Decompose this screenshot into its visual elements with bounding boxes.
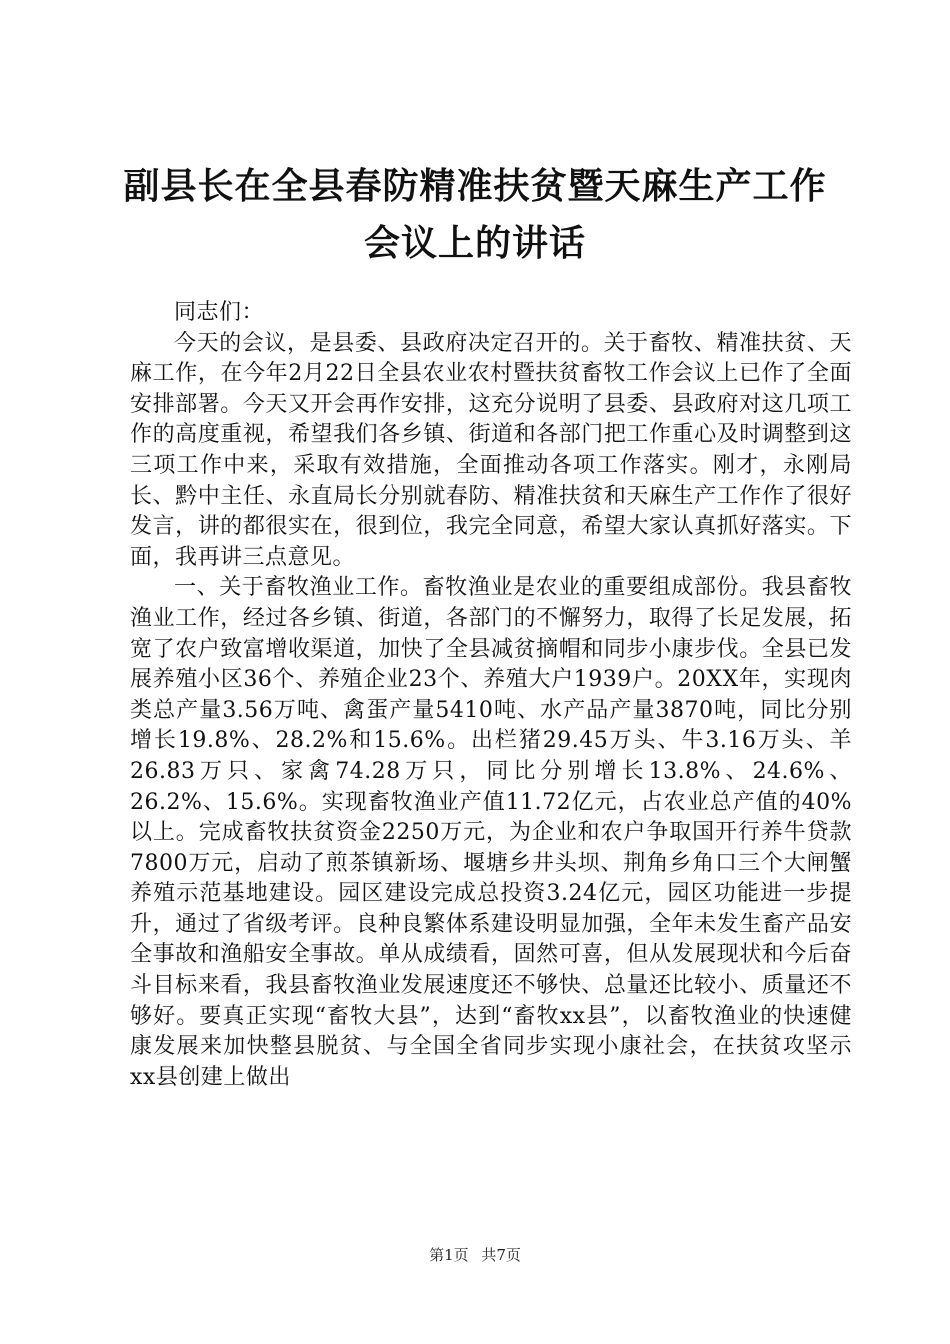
paragraph-2: 一、关于畜牧渔业工作。畜牧渔业是农业的重要组成部份。我县畜牧渔业工作，经过各乡镇、街道，各部门的不懈努力，取得了长足发展，拓宽了农户致富增收渠道，加快了全县减贫摘帽和同步小康步伐。全县已发展养殖小区36个、养殖企业23个、养殖大户1939户。20XX年，实现肉类总产量3.56万吨、禽蛋产量5410吨、水产品产量3870吨，同比分别增长19.8%、28.2%和15.6%。出栏猪29.45万头、牛3.16万头、羊26.83万只、家禽74.28万只，同比分别增长13.8%、24.6%、26.2%、15.6%。实现畜牧渔业产值11.72亿元，占农业总产值的40%以上。完成畜牧扶贫资金2250万元，为企业和农户争取国开行养牛贷款7800万元，启动了煎茶镇新场、堰塘乡井头坝、荆角乡角口三个大闸蟹养殖示范基地建设。园区建设完成总投资3.24亿元，园区功能进一步提升，通过了省级考评。良种良繁体系建设明显加强，全年未发生畜产品安全事故和渔船安全事故。单从成绩看，固然可喜，但从发展现状和今后奋斗目标来看，我县畜牧渔业发展速度还不够快、总量还比较小、质量还不够好。要真正实现“畜牧大县”，达到“畜牧xx县”，以畜牧渔业的快速健康发展来加快整县脱贫、与全国全省同步实现小康社会，在扶贫攻坚示xx县创建上做出: [130, 575, 852, 1090]
document-body: [130, 298, 852, 1093]
page-total: 共7页: [481, 1246, 521, 1264]
paragraph-1: 今天的会议，是县委、县政府决定召开的。关于畜牧、精准扶贫、天麻工作，在今年2月22日全县农业农村暨扶贫畜牧工作会议上已作了全面安排部署。今天又开会再作安排，这充分说明了县委、县政府对这几项工作的高度重视，希望我们各乡镇、街道和各部门把工作重心及时调整到这三项工作中来，采取有效措施，全面推动各项工作落实。刚才，永刚局长、黔中主任、永直局长分别就春防、精准扶贫和天麻生产工作作了很好发言，讲的都很实在，很到位，我完全同意，希望大家认真抓好落实。下面，我再讲三点意见。: [130, 330, 852, 570]
document-title: 副县长在全县春防精准扶贫暨天麻生产工作会议上的讲话: [123, 165, 827, 264]
page-footer: [0, 1244, 950, 1265]
salutation: 同志们：: [174, 300, 265, 325]
page-number: 第1页: [429, 1246, 469, 1264]
